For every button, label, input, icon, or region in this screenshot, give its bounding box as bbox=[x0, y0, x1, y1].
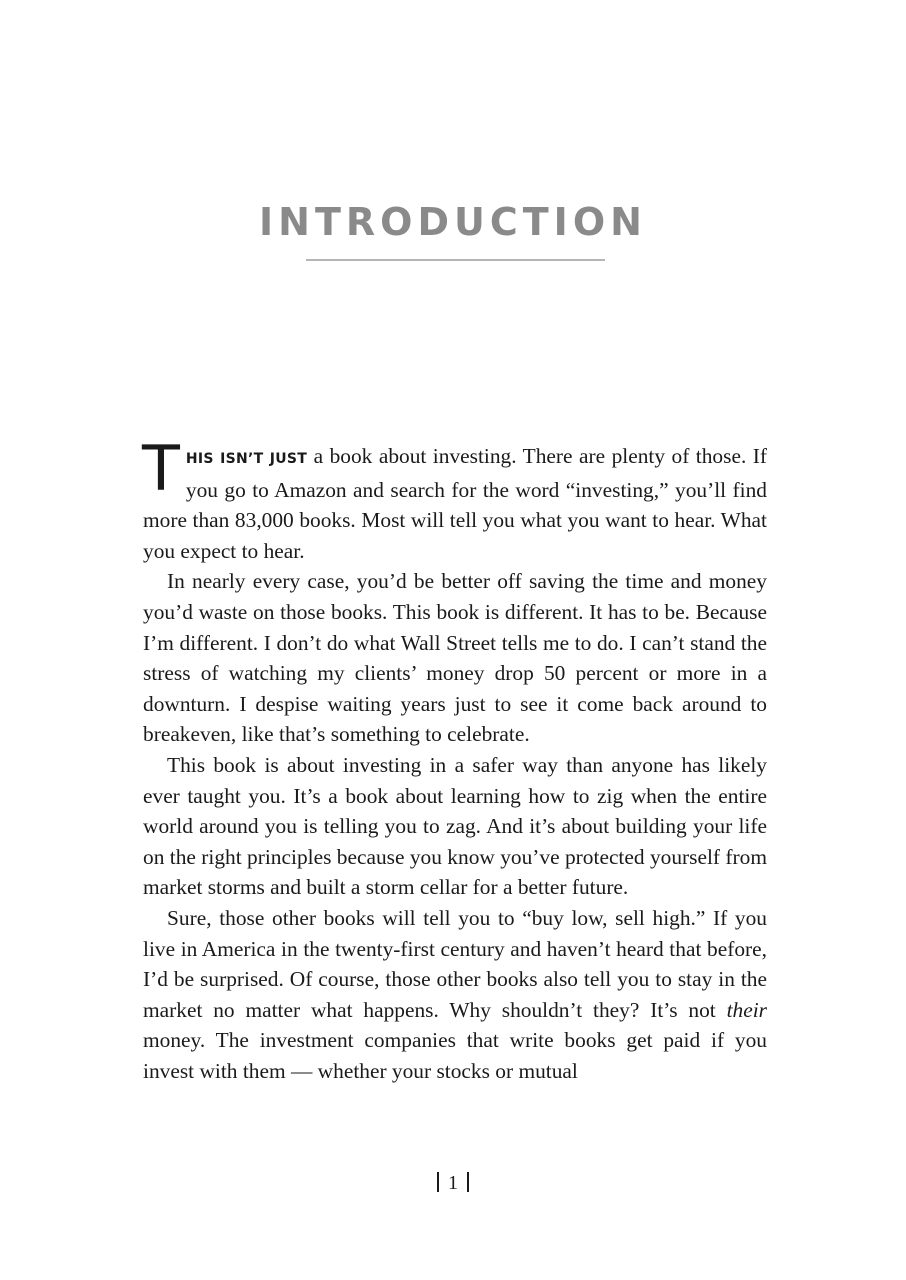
title-underline-rule bbox=[306, 259, 605, 261]
paragraph-4-italic-word: their bbox=[726, 997, 767, 1022]
lead-in-small-caps: HIS ISN’T JUST bbox=[185, 451, 308, 467]
page-number-right-bar bbox=[467, 1172, 469, 1192]
drop-cap: T bbox=[142, 432, 180, 505]
paragraph-4 bbox=[143, 903, 767, 1087]
chapter-title: INTRODUCTION bbox=[259, 200, 647, 244]
paragraph-4-text-end: money. The investment companies that write books get paid if you invest with them — whether your stocks or mutual bbox=[143, 1028, 767, 1083]
paragraph-1-text: a book about investing. There are plenty of those. If you go to Amazon and search for the word “investing,” you’ll find more than 83,000 books. Most will tell you what you want to hear. What you expect to hear. bbox=[143, 444, 767, 563]
paragraph-2: In nearly every case, you’d be better off saving the time and money you’d waste on those books. This book is different. It has to be. Because I’m different. I don’t do what Wall Street tells me to do. I can’t stand the stress of watching my clients’ money drop 50 percent or more in a downturn. I despise waiting years just to see it come back around to breakeven, like that’s something to celebrate. bbox=[143, 569, 767, 747]
paragraph-4-text-start: Sure, those other books will tell you to “buy low, sell high.” If you live in America in the twenty-first century and haven’t heard that before, I’d be surprised. Of course, those other books also tell you to stay in the market no matter what happens. Why shouldn’t they? It’s not bbox=[143, 905, 767, 1022]
page-number-left-bar bbox=[437, 1172, 439, 1192]
page-number: 1 bbox=[448, 1172, 458, 1194]
chapter-body bbox=[142, 432, 767, 1086]
paragraph-1 bbox=[142, 432, 767, 566]
page-number-footer bbox=[0, 1172, 906, 1195]
paragraph-3: This book is about investing in a safer way than anyone has likely ever taught you. It’s a book about learning how to zig when the entire world around you is telling you to zag. And it’s about building your life on the right principles because you know you’ve protected yourself from market storms and built a storm cellar for a better future. bbox=[143, 752, 767, 900]
